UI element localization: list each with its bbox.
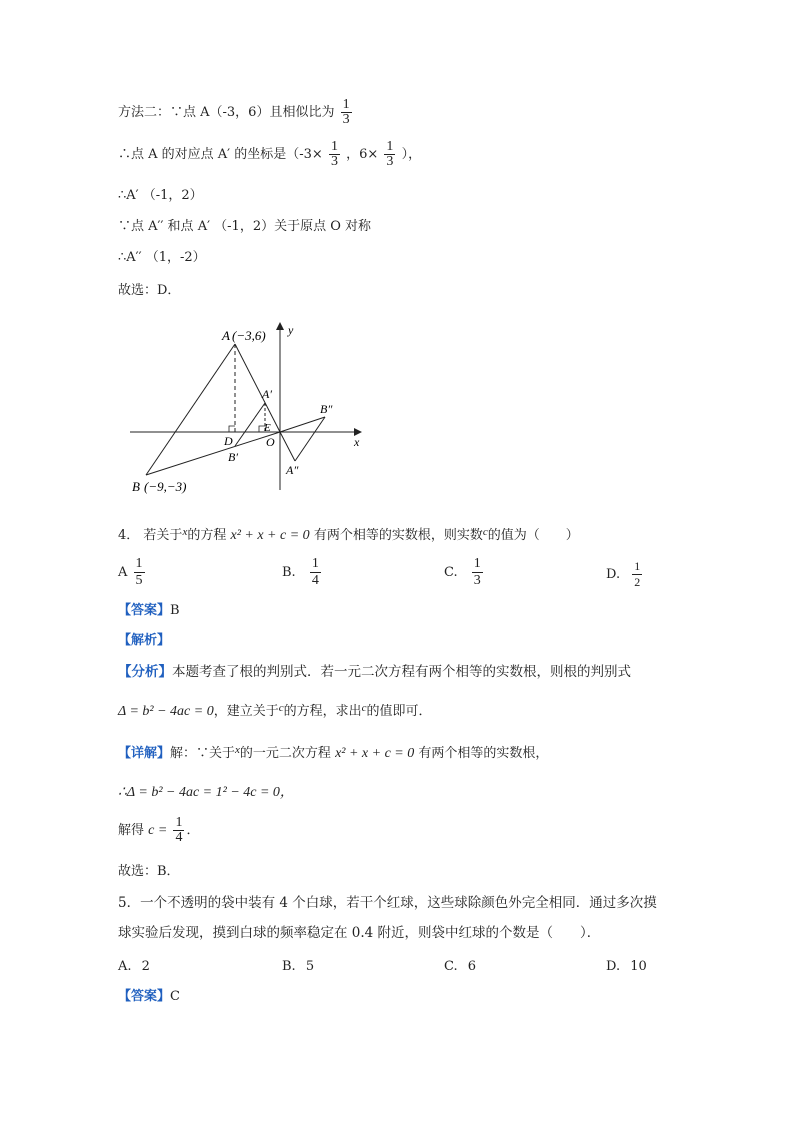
xiangjie-equation: x² + x + c = 0 — [335, 746, 415, 761]
q4-delta-line: ∴Δ = b² − 4ac = 1² − 4c = 0， — [118, 785, 294, 800]
q5-text1: 一个不透明的袋中装有 4 个白球，若干个红球，这些球除颜色外完全相同．通过多次摸 — [140, 895, 657, 911]
analysis-tag: 【解析】 — [118, 633, 171, 648]
fenxi-text: 本题考查了根的判别式．若一元二次方程有两个相等的实数根，则根的判别式 — [172, 664, 631, 680]
q4-option-a[interactable] — [118, 556, 147, 589]
q4-option-c-fraction — [472, 556, 483, 589]
q5-option-d[interactable] — [606, 959, 647, 974]
fenxi-text3: 的方程，求出 — [283, 704, 362, 719]
label-A2: A″ — [286, 463, 299, 477]
q5-option-b[interactable] — [282, 959, 314, 974]
fraction-denominator: 4 — [311, 573, 319, 588]
q5-option-d-value: 10 — [630, 959, 647, 974]
q4-answer-value: B — [170, 603, 180, 618]
q4-option-d-fraction — [632, 559, 642, 590]
answer-tag: 【答案】 — [118, 989, 171, 1004]
fenxi-tag: 【分析】 — [118, 664, 172, 680]
method2-line4: ∵点 A′′ 和点 A′ （-1，2）关于原点 O 对称 — [118, 219, 372, 234]
segment-B2A2 — [295, 417, 325, 461]
q4-option-d[interactable] — [606, 559, 644, 590]
q5-option-b-value: 5 — [305, 959, 315, 974]
q4-fenxi-line2 — [118, 703, 432, 719]
label-y: y — [288, 323, 294, 337]
q4-analysis-tag — [118, 634, 170, 647]
q5-answer-value: C — [170, 989, 180, 1004]
method2-line2-mid: ，6× — [346, 147, 379, 162]
fraction-one-third-b — [384, 140, 395, 169]
q5-option-a[interactable] — [118, 959, 150, 974]
fraction-numerator: 1 — [311, 556, 319, 571]
fraction-numerator: 1 — [473, 556, 481, 571]
label-B: B — [132, 479, 140, 494]
coordinate-figure — [118, 318, 378, 500]
q4-option-b[interactable] — [282, 556, 323, 589]
fraction-numerator: 1 — [175, 815, 183, 830]
q4-option-a-letter: A — [118, 565, 128, 580]
label-E: E — [264, 422, 271, 434]
q5-option-c-value: 6 — [467, 959, 477, 974]
q4-var-c: c — [482, 526, 488, 538]
xiangjie-tag: 【详解】 — [118, 746, 171, 761]
y-axis-arrow — [276, 322, 284, 330]
q4-option-b-fraction — [310, 556, 321, 589]
method2-line1 — [118, 98, 354, 127]
fenxi-equation: Δ = b² − 4ac = 0 — [118, 704, 214, 719]
q5-line1 — [118, 897, 657, 911]
q4-fenxi-line1 — [118, 666, 631, 680]
segment-BO — [146, 432, 280, 475]
q4-stem-a: 若关于 — [143, 528, 183, 543]
fenxi-var-c: c — [278, 702, 284, 714]
label-D: D — [224, 434, 233, 448]
q4-stem-d: 的值为（ ） — [487, 528, 579, 543]
solve-prefix: 解得 — [118, 823, 145, 838]
xiangjie-a: 解：∵关于 — [170, 746, 236, 761]
q4-stem-c: 有两个相等的实数根，则实数 — [313, 528, 483, 543]
q4-equation: x² + x + c = 0 — [230, 528, 310, 543]
fraction-numerator: 1 — [342, 97, 350, 112]
fenxi-text4: 的值即可． — [366, 704, 432, 719]
fraction-denominator: 3 — [342, 112, 350, 127]
fenxi-text2: ，建立关于 — [213, 704, 279, 719]
q4-option-c-letter: C. — [444, 565, 458, 580]
method2-line2-prefix: ∴点 A 的对应点 A′ 的坐标是（-3× — [118, 147, 323, 162]
label-O: O — [266, 435, 275, 449]
segment-OB2 — [280, 417, 325, 432]
solve-lhs: c = — [148, 823, 168, 838]
fraction-numerator: 1 — [135, 556, 143, 571]
method2-line1-text: 方法二：∵点 A（-3，6）且相似比为 — [118, 105, 335, 120]
label-A1: A′ — [262, 387, 272, 401]
method2-line6: 故选：D． — [118, 283, 181, 298]
solve-fraction — [173, 816, 184, 845]
q5-option-c-letter: C. — [444, 959, 458, 974]
xiangjie-b: 的一元二次方程 — [239, 746, 331, 761]
method2-line2 — [118, 140, 421, 169]
q4-option-c[interactable] — [444, 556, 485, 589]
q4-xiangjie-line — [118, 745, 548, 761]
label-B2: B″ — [320, 402, 333, 416]
q4-answer — [118, 604, 180, 617]
label-A: A — [222, 328, 230, 343]
segment-A1B1 — [235, 403, 265, 446]
fraction-numerator: 1 — [386, 139, 394, 154]
q5-answer — [118, 990, 180, 1003]
label-B-coords: (−9,−3) — [144, 479, 187, 494]
fraction-numerator: 1 — [634, 559, 641, 573]
solve-suffix: ． — [186, 823, 200, 838]
label-A-coords: (−3,6) — [232, 328, 266, 343]
label-x: x — [354, 435, 360, 449]
q5-option-a-letter: A. — [118, 959, 132, 974]
fraction-denominator: 3 — [330, 154, 338, 169]
q4-option-b-letter: B. — [282, 565, 296, 580]
q4-stem-b: 的方程 — [187, 528, 227, 543]
q5-option-b-letter: B. — [282, 959, 296, 974]
q5-option-c[interactable] — [444, 959, 476, 974]
q4-solve-line — [118, 816, 199, 845]
fraction-denominator: 3 — [473, 573, 481, 588]
xiangjie-c: 有两个相等的实数根， — [418, 746, 549, 761]
q4-choose: 故选：B． — [118, 864, 180, 879]
method2-line2-suffix: ）， — [401, 147, 422, 162]
q5-option-a-value: 2 — [141, 959, 150, 974]
q5-option-d-letter: D. — [606, 959, 621, 974]
q4-stem — [118, 527, 579, 543]
segment-A2O — [280, 432, 295, 461]
fraction-denominator: 4 — [175, 830, 183, 845]
fenxi-var-c2: c — [361, 702, 367, 714]
method2-line3: ∴A′ （-1，2） — [118, 188, 203, 203]
q5-line2: 球实验后发现，摸到白球的频率稳定在 0.4 附近，则袋中红球的个数是（ ）． — [118, 925, 601, 941]
segment-AB — [146, 344, 235, 475]
q4-var-x: x — [182, 526, 188, 538]
q5-number: 5． — [118, 895, 141, 911]
fraction-one-third-a — [329, 140, 340, 169]
fraction-denominator: 2 — [634, 575, 641, 589]
label-B1: B′ — [228, 450, 238, 464]
fraction-denominator: 3 — [386, 154, 394, 169]
answer-tag: 【答案】 — [118, 603, 171, 618]
right-angle-D — [229, 426, 235, 432]
q4-option-d-letter: D. — [606, 567, 621, 582]
q4-number: 4． — [118, 528, 140, 543]
xiangjie-var-x: x — [235, 744, 240, 756]
q4-option-a-fraction — [134, 556, 145, 589]
fraction-denominator: 5 — [135, 573, 143, 588]
fraction-one-third — [341, 98, 352, 127]
fraction-numerator: 1 — [330, 139, 338, 154]
segment-AO — [235, 344, 280, 432]
method2-line5: ∴A′′ （1，-2） — [118, 250, 206, 265]
